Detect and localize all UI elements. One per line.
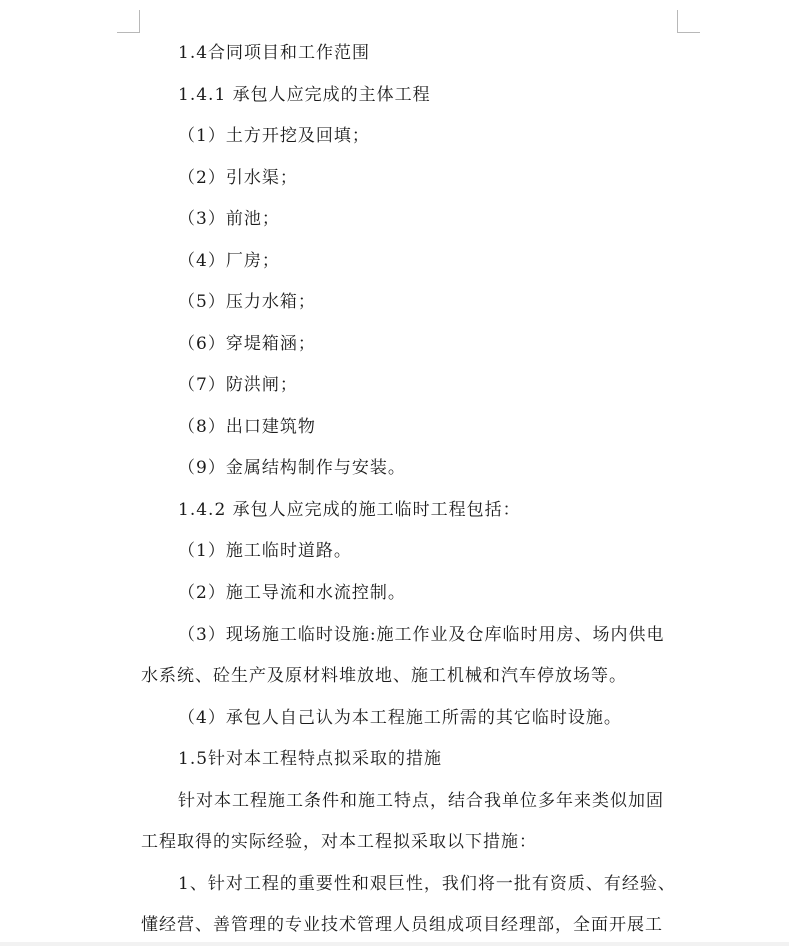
paragraph-line: 针对本工程施工条件和施工特点，结合我单位多年来类似加固: [178, 791, 664, 811]
list-item: （5）压力水箱；: [178, 292, 316, 312]
list-item: （4）厂房；: [178, 251, 280, 271]
list-item: （1）施工临时道路。: [178, 541, 352, 561]
paragraph-continuation: 水系统、砼生产及原材料堆放地、施工机械和汽车停放场等。: [141, 666, 627, 686]
section-heading-1-4: 1.4合同项目和工作范围: [178, 43, 371, 63]
list-item: （6）穿堤箱涵；: [178, 334, 316, 354]
page-bottom-edge: [0, 942, 789, 946]
page-corner-mark-left: [117, 10, 140, 33]
list-item: （4）承包人自己认为本工程施工所需的其它临时设施。: [178, 708, 622, 728]
list-item: （9）金属结构制作与安装。: [178, 458, 406, 478]
subsection-heading-1-4-2: 1.4.2 承包人应完成的施工临时工程包括：: [178, 500, 521, 520]
list-item: （1）土方开挖及回填；: [178, 126, 370, 146]
section-heading-1-5: 1.5针对本工程特点拟采取的措施: [178, 749, 443, 769]
subsection-heading-1-4-1: 1.4.1 承包人应完成的主体工程: [178, 85, 431, 105]
list-item: （7）防洪闸；: [178, 375, 298, 395]
page-corner-mark-right: [677, 10, 700, 33]
list-item: （3）现场施工临时设施:施工作业及仓库临时用房、场内供电: [178, 625, 665, 645]
list-item: （8）出口建筑物: [178, 417, 316, 437]
paragraph-line: 懂经营、善管理的专业技术管理人员组成项目经理部，全面开展工: [141, 915, 663, 935]
list-item: （2）引水渠；: [178, 168, 298, 188]
list-item: （3）前池；: [178, 209, 280, 229]
paragraph-line: 1、针对工程的重要性和艰巨性，我们将一批有资质、有经验、: [178, 874, 676, 894]
list-item: （2）施工导流和水流控制。: [178, 583, 406, 603]
paragraph-line: 工程取得的实际经验，对本工程拟采取以下措施：: [141, 832, 537, 852]
